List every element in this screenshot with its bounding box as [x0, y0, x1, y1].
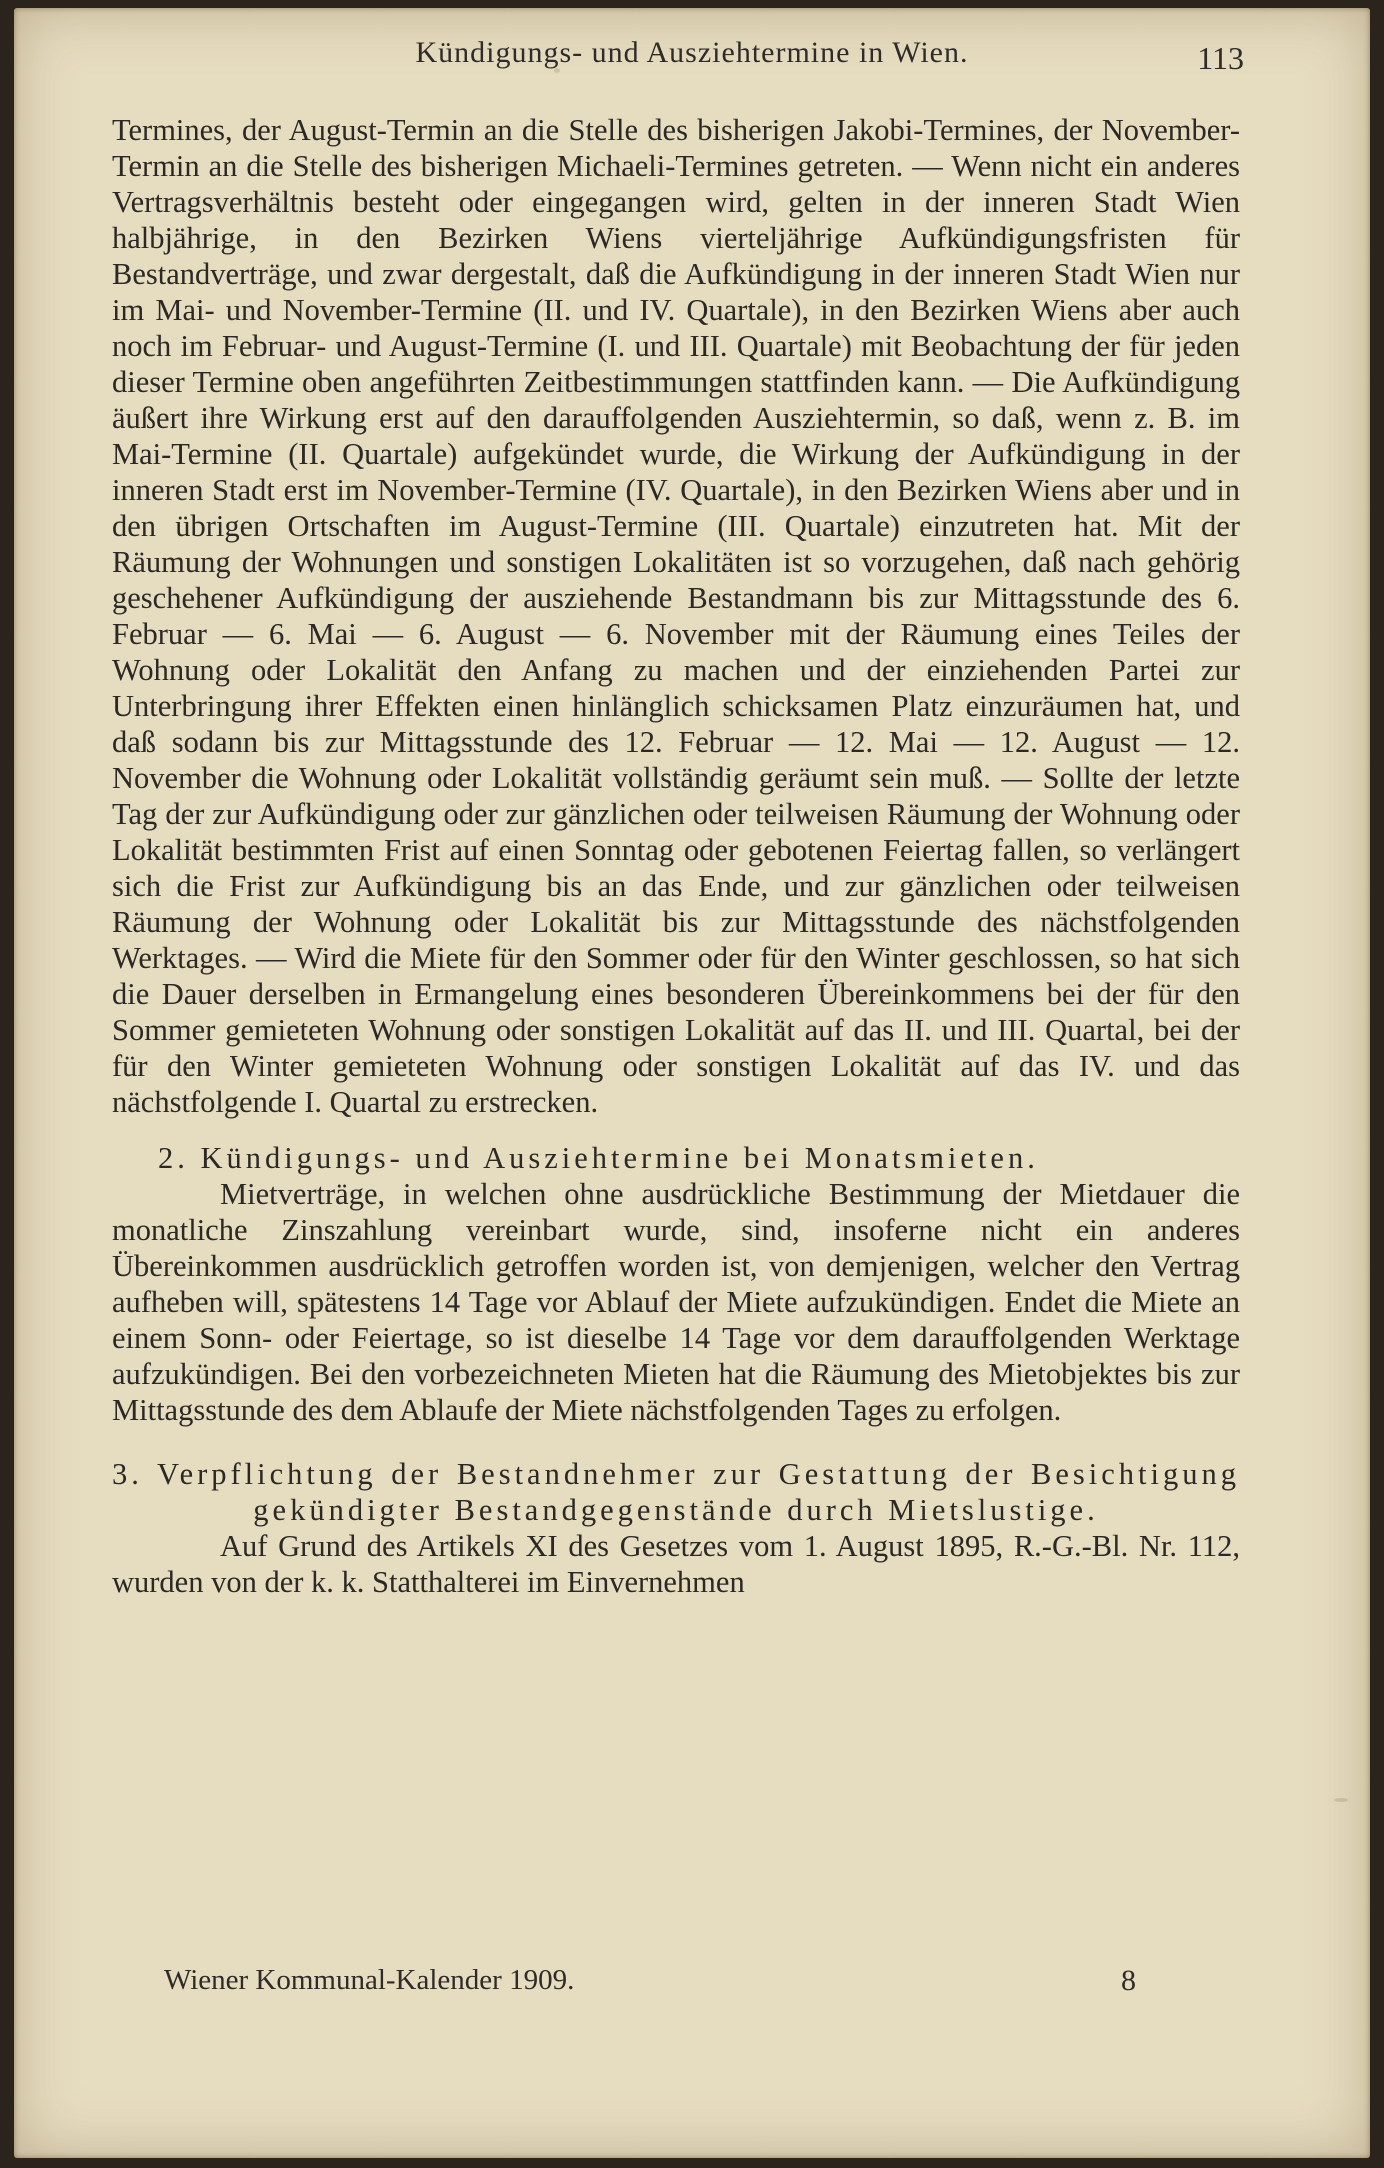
page-header — [14, 36, 1370, 80]
sheet-number: 8 — [1121, 1964, 1136, 1997]
body-paragraph: Auf Grund des Artikels XI des Gesetzes vom 1. August 1895, R.-G.-Bl. Nr. 112, wurden von der k. k. Statthalterei im Einvernehmen — [112, 1529, 1240, 1599]
body-paragraph: Termines, der August-Termin an die Stelle des bisherigen Jakobi-Termines, der November-Termin an die Stelle des bisherigen Michaeli-Termines getreten. — Wenn nicht ein anderes Vertragsverhältnis besteht oder eingegangen wird, gelten in der inneren Stadt Wien halbjährige, in den Bezirken Wiens vierteljährige Aufkündigungsfristen für Bestandverträge, und zwar dergestalt, daß die Aufkündigung in der inneren Stadt Wien nur im Mai- und November-Termine (II. und IV. Quartale), in den Bezirken Wiens aber auch noch im Februar- und August-Termine (I. und III. Quartale) mit Beobachtung der für jeden dieser Termine oben angeführten Zeitbestimmungen stattfinden kann. — Die Aufkündigung äußert ihre Wirkung erst auf den darauffolgenden Ausziehtermin, so daß, wenn z. B. im Mai-Termine (II. Quartale) aufgekündet wurde, die Wirkung der Aufkündigung in der inneren Stadt erst im November-Termine (IV. Quartale), in den Bezirken Wiens aber und in den übrigen Ortschaften im August-Termine (III. Quartale) einzutreten hat. Mit der Räumung der Wohnungen und sonstigen Lokalitäten ist so vorzugehen, daß nach gehörig geschehener Aufkündigung der ausziehende Bestandmann bis zur Mittagsstunde des 6. Februar — 6. Mai — 6. August — 6. November mit der Räumung eines Teiles der Wohnung oder Lokalität den Anfang zu machen und der einziehenden Partei zur Unterbringung ihrer Effekten einen hinlänglich schicksamen Platz einzuräumen hat, und daß sodann bis zur Mittagsstunde des 12. Februar — 12. Mai — 12. August — 12. November die Wohnung oder Lokalität vollständig geräumt sein muß. — Sollte der letzte Tag der zur Aufkündigung oder zur gänzlichen oder teilweisen Räumung der Wohnung oder Lokalität bestimmten Frist auf einen Sonntag oder gebotenen Feiertag fallen, so verlängert sich die Frist zur Aufkündigung bis an das Ende, und zur gänzlichen oder teilweisen Räumung der Wohnung oder Lokalität bis zur Mittagsstunde des nächstfolgenden Werktages. — Wird die Miete für den Sommer oder für den Winter geschlossen, so hat sich die Dauer derselben in Ermangelung eines besonderen Übereinkommens bei der für den Sommer gemieteten Wohnung oder sonstigen Lokalität auf das II. und III. Quartal, bei der für den Winter gemieteten Wohnung oder sonstigen Lokalität auf das IV. und das nächstfolgende I. Quartal zu erstrecken. — [112, 113, 1240, 1119]
running-head: Kündigungs- und Ausziehtermine in Wien. — [415, 36, 969, 69]
page-body — [112, 112, 1240, 1600]
body-paragraph: Mietverträge, in welchen ohne ausdrückliche Bestimmung der Mietdauer die monatliche Zinszahlung vereinbart wurde, sind, insoferne nicht ein anderes Übereinkommen ausdrücklich getroffen worden ist, von demjenigen, welcher den Vertrag aufheben will, spätestens 14 Tage vor Ablauf der Miete aufzukündigen. Endet die Miete an einem Sonn- oder Feiertage, so ist dieselbe 14 Tage vor dem darauffolgenden Werktage aufzukündigen. Bei den vorbezeichneten Mieten hat die Räumung des Mietobjektes bis zur Mittagsstunde des dem Ablaufe der Miete nächstfolgenden Tages zu erfolgen. — [112, 1177, 1240, 1427]
footer-title: Wiener Kommunal-Kalender 1909. — [164, 1964, 575, 1996]
book-page — [14, 8, 1370, 2158]
page-number: 113 — [1197, 40, 1244, 76]
section-heading: 2. Kündigungs- und Ausziehtermine bei Monatsmieten. — [158, 1141, 1039, 1175]
page-footer — [14, 1964, 1370, 2004]
paper-stain — [1334, 1798, 1348, 1802]
section-heading: 3. Verpflichtung der Bestandnehmer zur Gestattung der Besichtigung gekündigter Bestandgegenstände durch Mietslustige. — [112, 1457, 1240, 1527]
